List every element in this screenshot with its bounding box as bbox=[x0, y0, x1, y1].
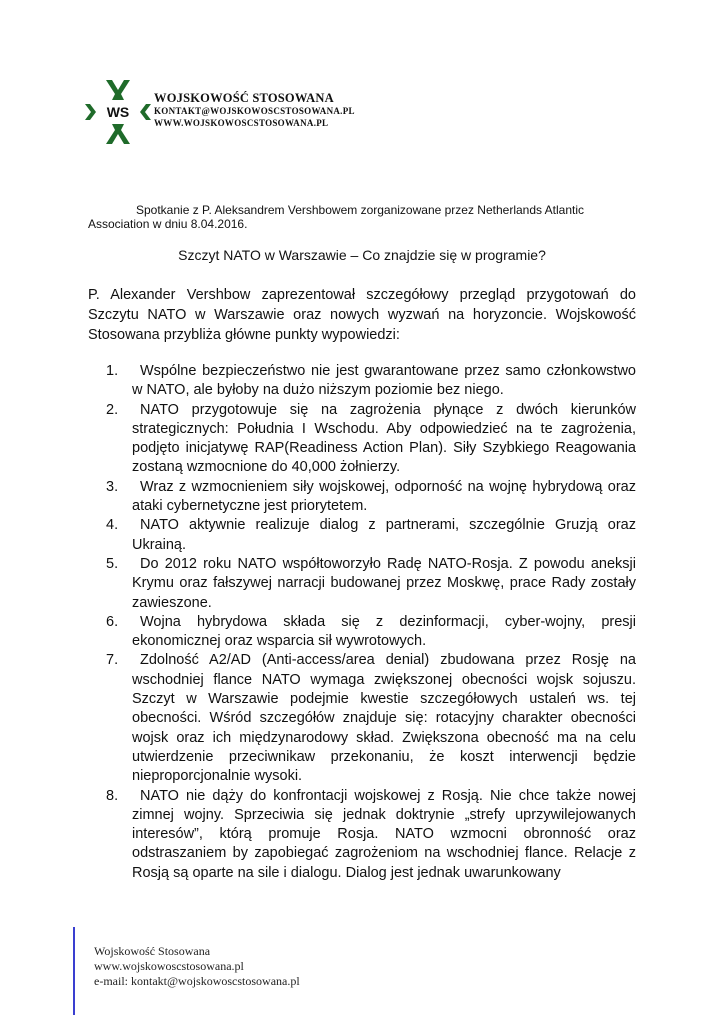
document-title: Szczyt NATO w Warszawie – Co znajdzie się w programie? bbox=[178, 247, 546, 263]
list-item bbox=[104, 516, 636, 555]
page-footer bbox=[94, 944, 300, 989]
list-item-text: Do 2012 roku NATO współtoworzyło Radę NATO-Rosja. Z powodu aneksji Krymu oraz fałszywej narracji budowanej przez Moskwę, prace Rady zostały zawieszone. bbox=[132, 555, 636, 611]
list-item-text: Wojna hybrydowa składa się z dezinformacji, cyber-wojny, presji ekonomicznej oraz wsparcia sił wywrotowych. bbox=[132, 613, 636, 650]
list-item bbox=[104, 401, 636, 478]
list-item-number: 6. bbox=[106, 613, 119, 630]
wojskowosc-stosowana-logo bbox=[84, 78, 152, 146]
list-item bbox=[104, 613, 636, 652]
footer-name: Wojskowość Stosowana bbox=[94, 944, 211, 958]
footer-email[interactable]: e-mail: kontakt@wojskowoscstosowana.pl bbox=[94, 974, 300, 988]
list-item-number: 4. bbox=[106, 517, 119, 534]
list-item-text: Zdolność A2/AD (Anti-access/area denial) zbudowana przez Rosję na wschodniej flance NATO wymaga zwiększonej obecności wojsk sojuszu. Szczyt w Warszawie podejmie kwestie szczegółowych ustaleń ws. tej obecności. Wśród szczegółów znajduje się: rotacyjny charakter obecności wojsk oraz ich międzynarodowy skład. Zwiększona obecność ma na celu utwierdzenie przeciwnikaw przekonaniu, że koszt interwencji będzie nieproporcjonalnie wysoki. bbox=[132, 652, 636, 785]
list-item bbox=[104, 478, 636, 517]
key-points-list bbox=[104, 362, 636, 883]
list-item-number: 3. bbox=[106, 478, 119, 495]
list-item bbox=[104, 787, 636, 883]
list-item-number: 2. bbox=[106, 401, 119, 418]
brand-block bbox=[154, 91, 355, 129]
list-item-text: Wraz z wzmocnieniem siły wojskowej, odporność na wojnę hybrydową oraz ataki cybernetyczne jest priorytetem. bbox=[132, 478, 636, 515]
footer-website[interactable]: www.wojskowoscstosowana.pl bbox=[94, 959, 244, 973]
list-item bbox=[104, 651, 636, 786]
list-item-number: 1. bbox=[106, 363, 119, 379]
list-item-text: NATO aktywnie realizuje dialog z partnerami, szczególnie Gruzją oraz Ukrainą. bbox=[132, 517, 636, 553]
list-item-number: 5. bbox=[106, 555, 119, 572]
list-item bbox=[104, 362, 636, 401]
list-item-text: Wspólne bezpieczeństwo nie jest gwarantowane przez samo członkowstwo w NATO, ale byłoby na dużo niższym poziomie bez niego. bbox=[132, 363, 636, 399]
list-item-text: NATO nie dąży do konfrontacji wojskowej z Rosją. Nie chce także nowej zimnej wojny. Sprzeciwia się jednak doktrynie „strefy uprzywilejowanych interesów”, którą promuje Rosja. NATO wzmocni obronność oraz odstraszaniem by zapobiegać zagrożeniom na wschodniej flance. Relacje z Rosją są oparte na sile i dialogu. Dialog jest jednak uwarunkowany bbox=[132, 787, 636, 881]
brand-website[interactable]: WWW.WOJSKOWOSCSTOSOWANA.PL bbox=[154, 118, 329, 128]
meeting-intro: Spotkanie z P. Aleksandrem Vershbowem zorganizowane przez Netherlands Atlantic Association w dniu 8.04.2016. bbox=[88, 203, 585, 231]
brand-name: WOJSKOWOŚĆ STOSOWANA bbox=[154, 91, 334, 105]
logo-text: WS bbox=[106, 104, 130, 120]
brand-email[interactable]: KONTAKT@WOJSKOWOSCSTOSOWANA.PL bbox=[154, 106, 355, 116]
list-item-text: NATO przygotowuje się na zagrożenia płynące z dwóch kierunków strategicznych: Południa I Wschodu. Aby odpowiedzieć na te zagrożenia, podjęto inicjatywę RAP(Readiness Action Plan). Siły Szybkiego Reagowania zostaną wzmocnione do 40,000 żołnierzy. bbox=[132, 401, 636, 476]
list-item-number: 8. bbox=[106, 787, 119, 804]
list-item-number: 7. bbox=[106, 652, 119, 669]
list-item bbox=[104, 555, 636, 613]
footer-divider bbox=[73, 927, 75, 1015]
lead-paragraph: P. Alexander Vershbow zaprezentował szczegółowy przegląd przygotowań do Szczytu NATO w Warszawie oraz nowych wyzwań na horyzoncie. Wojskowość Stosowana przybliża główne punkty wypowiedzi: bbox=[88, 287, 636, 343]
